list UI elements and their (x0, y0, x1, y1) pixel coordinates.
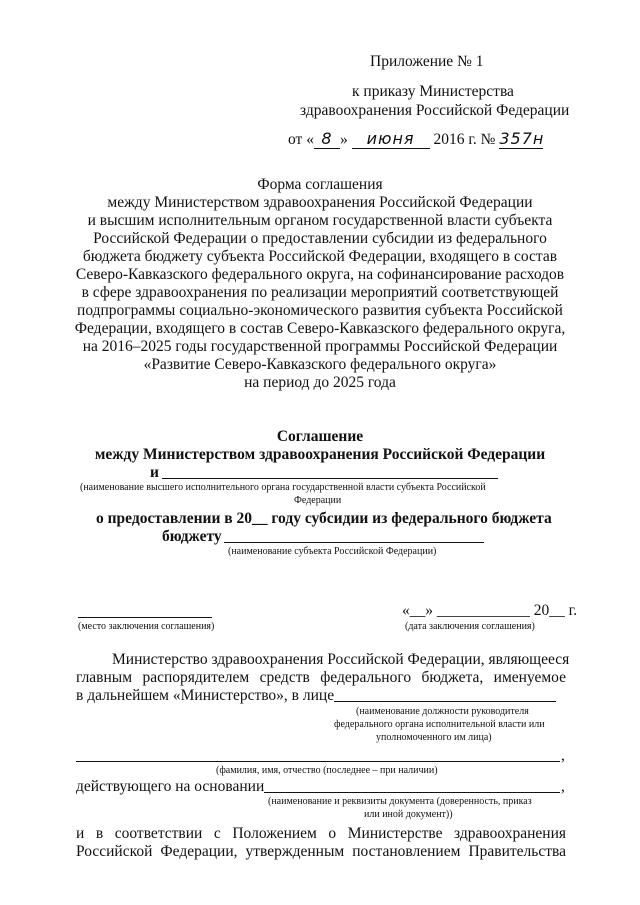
date-mid: » (339, 131, 348, 148)
order-month: июня (352, 130, 430, 149)
region-authority-caption-cont: Федерации (294, 495, 342, 506)
position-caption: федерального органа исполнительной власти или (334, 719, 545, 730)
position-caption: уполномоченного им лица) (376, 732, 492, 743)
region-name-field[interactable] (224, 542, 484, 543)
fio-caption: (фамилия, имя, отчество (последнее – при наличии) (216, 765, 438, 776)
paragraph-line: и в соответствии с Положением о Министерстве здравоохранения (76, 825, 566, 842)
date-field[interactable]: «__» ____________ 20__ г. (402, 602, 578, 619)
date-caption: (дата заключения соглашения) (405, 621, 535, 632)
paragraph-line: Российской Федерации, утвержденным постановлением Правительства (76, 843, 566, 860)
place-field[interactable] (78, 617, 212, 618)
region-name-caption: (наименование субъекта Российской Федерации) (228, 546, 437, 557)
form-title-line: между Министерством здравоохранения Российской Федерации (107, 194, 533, 211)
form-title-line: Российской Федерации о предоставлении субсидии из федерального (93, 230, 547, 247)
agreement-parties: между Министерством здравоохранения Российской Федерации (94, 446, 546, 463)
paragraph-line: главным распорядителем средств федерального бюджета, именуемое (76, 669, 566, 686)
place-caption: (место заключения соглашения) (78, 621, 215, 632)
agreement-title: Соглашение (276, 428, 364, 445)
fio-comma: , (561, 747, 565, 764)
basis-comma: , (561, 778, 565, 795)
order-reference: к приказу Министерства (352, 83, 514, 100)
form-title-line: на период до 2025 года (244, 374, 396, 391)
form-title-line: и высшим исполнительным органом государственной власти субъекта (87, 212, 553, 229)
region-authority-field[interactable] (162, 478, 498, 479)
fio-field[interactable] (76, 761, 560, 762)
form-title (0, 176, 640, 392)
form-title-line: подпрограммы социально-экономического развития субъекта Российской (77, 302, 563, 319)
subsidy-year-line: о предоставлении в 20__ году субсидии из федерального бюджета (96, 510, 552, 527)
form-title-line: Северо-Кавказского федерального округа, на софинансирование расходов (75, 266, 565, 283)
form-title-line: «Развитие Северо-Кавказского федерального округа» (143, 356, 497, 373)
basis-caption: или иной документ)) (364, 809, 453, 820)
basis-caption: (наименование и реквизиты документа (доверенность, приказ (268, 796, 532, 807)
order-number: 357н (499, 129, 545, 148)
appendix-label: Приложение № 1 (370, 53, 484, 70)
basis-document-field[interactable] (264, 792, 560, 793)
form-title-line: Федерации, входящего в состав Северо-Кавказского федерального округа, (74, 320, 566, 337)
order-date-line (288, 130, 543, 149)
form-title-line: в сфере здравоохранения по реализации мероприятий соответствующей (81, 284, 559, 301)
ministry-reference: здравоохранения Российской Федерации (300, 102, 570, 119)
form-title-line: бюджета бюджету субъекта Российской Федерации, входящего в состав (82, 248, 558, 265)
date-prefix: от « (288, 131, 314, 148)
order-day: 8 (314, 130, 340, 149)
agreement-and: и (150, 464, 159, 481)
region-authority-caption: (наименование высшего исполнительного органа государственной власти субъекта Российской (80, 482, 486, 493)
position-caption: (наименование должности руководителя (356, 706, 529, 717)
basis-label: действующего на основании (76, 778, 265, 795)
paragraph-line: Министерство здравоохранения Российской Федерации, являющееся (112, 651, 570, 668)
form-title-line: Форма соглашения (257, 176, 383, 193)
order-year: 2016 г. № (433, 131, 496, 148)
paragraph-line: в дальнейшем «Министерство», в лице (76, 687, 335, 704)
budget-label: бюджету (162, 528, 222, 545)
form-title-line: на 2016–2025 годы государственной программы Российской Федерации (82, 338, 558, 355)
position-field[interactable] (334, 701, 556, 702)
